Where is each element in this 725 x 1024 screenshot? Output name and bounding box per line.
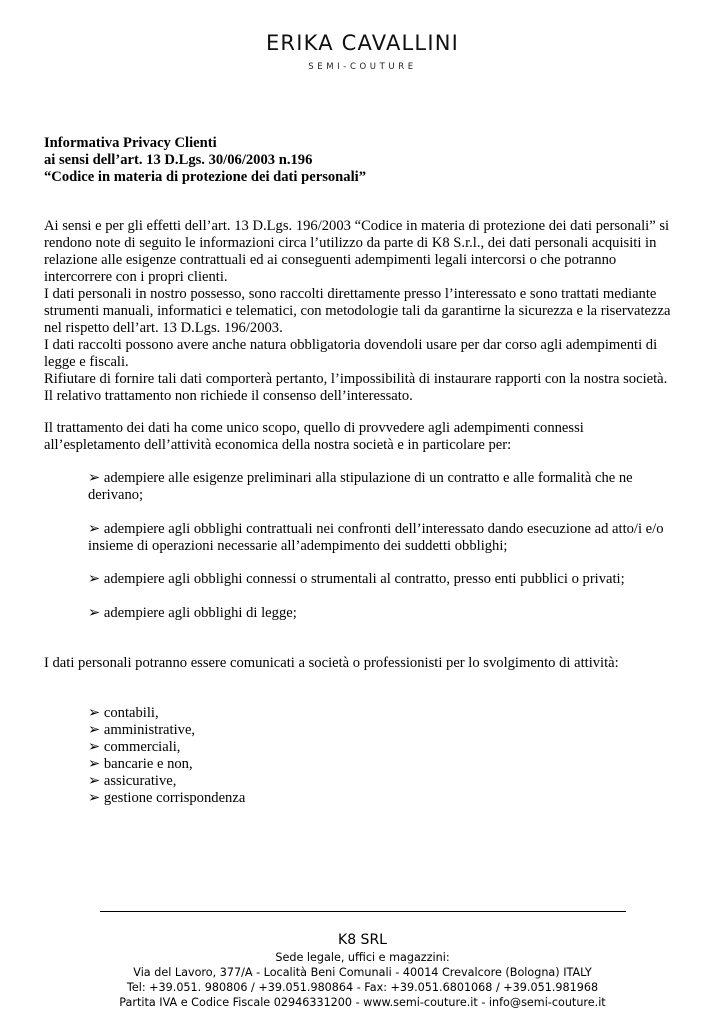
footer-address: Via del Lavoro, 377/A - Località Beni Comunali - 40014 Crevalcore (Bologna) ITALY	[133, 966, 592, 979]
footer-line: Sede legale, uffici e magazzini:	[275, 951, 450, 964]
activity-list-item: ➢ commerciali,	[88, 739, 181, 755]
purpose-list-item: insieme di operazioni necessarie all’adempimento dei suddetti obblighi;	[88, 538, 508, 554]
footer-company-name: K8 SRL	[338, 932, 387, 948]
activity-list-item: ➢ assicurative,	[88, 773, 177, 789]
brand-tagline: SEMI-COUTURE	[308, 62, 417, 72]
footer-divider	[100, 911, 626, 912]
intro-line: strumenti manuali, informatici e telematici, con metodologie tali da garantirne la sicurezza e la riservatezza	[44, 303, 671, 319]
intro-line: nel rispetto dell’art. 13 D.Lgs. 196/2003.	[44, 320, 283, 336]
intro-line: Il relativo trattamento non richiede il consenso dell’interessato.	[44, 388, 413, 404]
intro-line: Rifiutare di fornire tali dati comporterà pertanto, l’impossibilità di instaurare rapporti con la nostra società.	[44, 371, 668, 387]
purpose-list-item: ➢ adempiere agli obblighi di legge;	[88, 605, 297, 621]
activity-list-item: ➢ gestione corrispondenza	[88, 790, 246, 806]
purpose-line: Il trattamento dei dati ha come unico scopo, quello di provvedere agli adempimenti connessi	[44, 420, 584, 436]
title-line-2: ai sensi dell’art. 13 D.Lgs. 30/06/2003 n.196	[44, 152, 313, 168]
intro-line: rendono note di seguito le informazioni circa l’utilizzo da parte di K8 S.r.l., dei dati personali acquisiti in	[44, 235, 657, 251]
communication-line: I dati personali potranno essere comunicati a società o professionisti per lo svolgimento di attività:	[44, 655, 619, 671]
intro-line: relazione alle esigenze contrattuali ed ai conseguenti adempimenti legali intercorsi o che potranno	[44, 252, 617, 268]
intro-line: intercorrere con i propri clienti.	[44, 269, 228, 285]
title-line-3: “Codice in materia di protezione dei dati personali”	[44, 169, 366, 185]
purpose-list-item: ➢ adempiere agli obblighi contrattuali nei confronti dell’interessato dando esecuzione ad atto/i e/o	[88, 521, 664, 537]
purpose-line: all’espletamento dell’attività economica della nostra società e in particolare per:	[44, 437, 512, 453]
purpose-list-item: ➢ adempiere agli obblighi connessi o strumentali al contratto, presso enti pubblici o privati;	[88, 571, 625, 587]
purpose-list-item: derivano;	[88, 487, 144, 503]
intro-line: legge e fiscali.	[44, 354, 129, 370]
title-line-1: Informativa Privacy Clienti	[44, 135, 217, 151]
footer-vat: Partita IVA e Codice Fiscale 02946331200 - www.semi-couture.it - info@semi-couture.it	[119, 996, 606, 1009]
activity-list-item: ➢ bancarie e non,	[88, 756, 193, 772]
activity-list-item: ➢ contabili,	[88, 705, 159, 721]
purpose-list-item: ➢ adempiere alle esigenze preliminari alla stipulazione di un contratto e alle formalità che ne	[88, 470, 633, 486]
intro-line: I dati raccolti possono avere anche natura obbligatoria dovendoli usare per dar corso agli adempimenti di	[44, 337, 658, 353]
intro-line: I dati personali in nostro possesso, sono raccolti direttamente presso l’interessato e sono trattati mediante	[44, 286, 657, 302]
intro-line: Ai sensi e per gli effetti dell’art. 13 D.Lgs. 196/2003 “Codice in materia di protezione dei dati personali” si	[44, 218, 670, 234]
activity-list-item: ➢ amministrative,	[88, 722, 196, 738]
footer-phone: Tel: +39.051. 980806 / +39.051.980864 - Fax: +39.051.6801068 / +39.051.981968	[126, 981, 599, 994]
brand-logo: ERIKA CAVALLINI	[265, 31, 460, 55]
